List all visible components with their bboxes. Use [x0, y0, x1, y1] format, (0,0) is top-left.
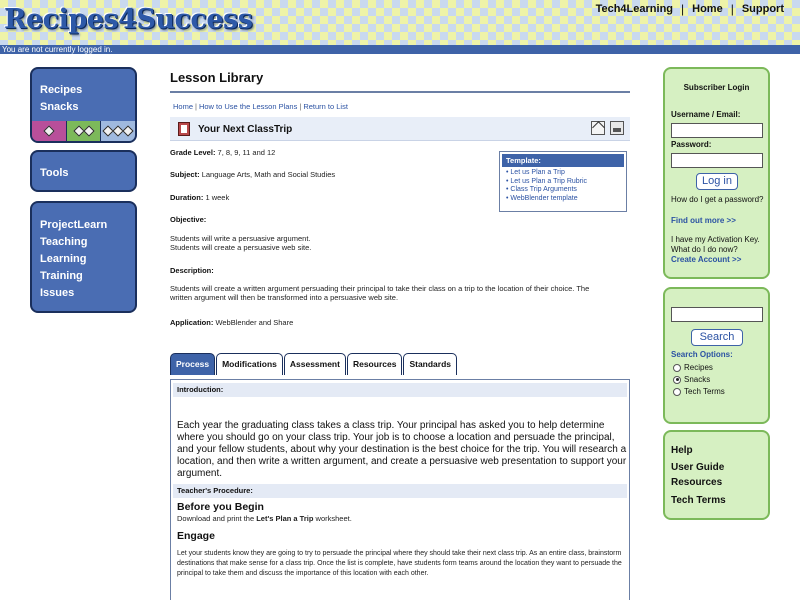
- username-input[interactable]: [671, 123, 763, 138]
- login-button[interactable]: Log in: [696, 173, 738, 190]
- diamond-tab-2[interactable]: [67, 121, 102, 141]
- diamond-tab-1[interactable]: [32, 121, 67, 141]
- nav-teaching-link[interactable]: Teaching: [40, 236, 88, 248]
- description-text-line-2: written argument will then be transformed into a persuasive web site.: [170, 293, 399, 302]
- introduction-text: Each year the graduating class takes a class trip. Your principal has asked you to help determine where you should go on your class trip. Your job is to choose a location and persuade the principal, and your fellow students, about why your destination is the best choice for the trip. You will research a location, and then write a written argument, and create a persuasive web presentation to support your argument.: [177, 420, 627, 479]
- page-title: Lesson Library: [170, 70, 264, 85]
- breadcrumb-separator: |: [299, 102, 302, 111]
- subject-value: Language Arts, Math and Social Studies: [201, 170, 336, 179]
- search-input[interactable]: [671, 307, 763, 322]
- objective-item: Students will create a persuasive web site.: [170, 243, 312, 252]
- radio-label: Recipes: [684, 363, 713, 372]
- nav-tools-link[interactable]: Tools: [40, 167, 69, 179]
- introduction-heading: Introduction:: [173, 383, 627, 397]
- title-divider: [170, 91, 630, 93]
- nav-snacks-link[interactable]: Snacks: [40, 101, 79, 113]
- main-content: [170, 70, 630, 600]
- duration-field: [170, 193, 229, 202]
- subject-label: Subject:: [170, 170, 200, 179]
- breadcrumb-home-link[interactable]: Home: [173, 102, 194, 111]
- resources-link[interactable]: Resources: [671, 477, 723, 488]
- radio-label: Tech Terms: [684, 387, 725, 396]
- lesson-name: Your Next ClassTrip: [198, 124, 293, 135]
- nav-projectlearn-link[interactable]: ProjectLearn: [40, 219, 108, 231]
- left-nav-group-recipes: [30, 67, 137, 143]
- tech-terms-link[interactable]: Tech Terms: [671, 495, 726, 506]
- top-nav: [588, 2, 792, 16]
- template-link-label[interactable]: WebBlender template: [510, 194, 578, 202]
- breadcrumb-separator: |: [195, 102, 197, 111]
- grade-level-field: [170, 148, 275, 157]
- template-link[interactable]: • Class Trip Arguments: [506, 186, 577, 193]
- application-label: Application:: [170, 318, 214, 327]
- search-box: [663, 287, 770, 424]
- objective-label: Objective:: [170, 215, 207, 224]
- radio-button[interactable]: [673, 364, 681, 372]
- tab-standards[interactable]: Standards: [403, 353, 457, 375]
- tab-resources[interactable]: Resources: [347, 353, 402, 375]
- radio-tech-terms[interactable]: [673, 387, 725, 396]
- diamond-icon: [43, 125, 54, 136]
- tab-modifications[interactable]: Modifications: [216, 353, 283, 375]
- nav-separator: |: [681, 2, 685, 16]
- search-button[interactable]: Search: [691, 329, 743, 346]
- radio-snacks[interactable]: [673, 375, 710, 384]
- before-you-begin-heading: Before you Begin: [177, 501, 264, 513]
- template-box: [499, 151, 627, 212]
- grade-label: Grade Level:: [170, 148, 216, 157]
- print-icon[interactable]: [610, 121, 624, 135]
- tab-process[interactable]: Process: [170, 353, 215, 375]
- username-label: Username / Email:: [671, 110, 741, 119]
- template-link[interactable]: • Let us Plan a Trip: [506, 169, 565, 176]
- diamond-icon: [123, 125, 134, 136]
- nav-separator: |: [730, 2, 734, 16]
- nav-training-link[interactable]: Training: [40, 270, 83, 282]
- objective-item: Students will write a persuasive argument.: [170, 234, 311, 243]
- before-suffix: worksheet.: [313, 514, 352, 523]
- subject-field: [170, 170, 335, 179]
- nav-home-link[interactable]: Home: [692, 3, 723, 15]
- duration-value: 1 week: [205, 193, 230, 202]
- radio-button-selected[interactable]: [673, 376, 681, 384]
- password-label: Password:: [671, 140, 712, 149]
- application-field: [170, 318, 293, 327]
- radio-recipes[interactable]: [673, 363, 713, 372]
- diamond-icon: [83, 125, 94, 136]
- duration-label: Duration:: [170, 193, 204, 202]
- nav-recipes-link[interactable]: Recipes: [40, 84, 83, 96]
- site-header: [0, 0, 800, 45]
- login-status-bar: You are not currently logged in.: [0, 45, 800, 54]
- worksheet-name: Let's Plan a Trip: [256, 514, 314, 523]
- help-link[interactable]: Help: [671, 445, 693, 456]
- create-account-link[interactable]: Create Account >>: [671, 255, 742, 264]
- site-logo[interactable]: Recipes4Success: [4, 4, 253, 35]
- diamond-tab-3[interactable]: [101, 121, 135, 141]
- engage-heading: Engage: [177, 530, 215, 542]
- description-heading: [170, 266, 214, 275]
- nav-issues-link[interactable]: Issues: [40, 287, 75, 299]
- left-nav-group-tools: [30, 150, 137, 192]
- template-list: [500, 169, 626, 203]
- engage-text: Let your students know they are going to try to persuade the principal where they should take their next class trip. As an entire class, brainstorm destinations that make sense for a class trip. Once the list is complete, have students form teams around the location they want to persuade the principal to take them and discuss the importance of this location with each other.: [177, 550, 622, 577]
- breadcrumb-howto-link[interactable]: How to Use the Lesson Plans: [198, 102, 298, 111]
- radio-button[interactable]: [673, 388, 681, 396]
- subscriber-login-box: [663, 67, 770, 279]
- template-link[interactable]: • WebBlender template: [506, 194, 578, 202]
- application-value: WebBlender and Share: [215, 318, 294, 327]
- objective-heading: [170, 215, 206, 224]
- user-guide-link[interactable]: User Guide: [671, 462, 725, 473]
- description-label: Description:: [170, 266, 214, 275]
- template-link-label[interactable]: Let us Plan a Trip Rubric: [510, 177, 588, 185]
- nav-color-tabs: [32, 121, 135, 141]
- help-links-box: [663, 430, 770, 520]
- template-link-label[interactable]: Class Trip Arguments: [510, 186, 577, 193]
- nav-tech4learning-link[interactable]: Tech4Learning: [595, 3, 674, 15]
- tab-assessment[interactable]: Assessment: [284, 353, 346, 375]
- login-title: Subscriber Login: [683, 83, 750, 92]
- grade-value: 7, 8, 9, 11 and 12: [217, 148, 276, 157]
- teacher-procedure-heading: Teacher's Procedure:: [173, 484, 627, 498]
- home-icon[interactable]: [591, 121, 605, 135]
- template-link-label[interactable]: Let us Plan a Trip: [510, 169, 565, 176]
- left-nav-group-projectlearn: [30, 201, 137, 313]
- password-input[interactable]: [671, 153, 763, 168]
- book-icon: [178, 122, 190, 136]
- radio-label: Snacks: [684, 375, 711, 384]
- before-you-begin-text: [177, 514, 352, 523]
- search-options-label: Search Options:: [671, 350, 733, 359]
- breadcrumb: [173, 102, 348, 111]
- password-help-text: How do I get a password?: [671, 195, 764, 204]
- before-prefix: Download and print the: [177, 514, 257, 523]
- activation-key-text: I have my Activation Key. What do I do now?: [671, 235, 760, 254]
- nav-support-link[interactable]: Support: [741, 3, 784, 15]
- breadcrumb-return-link[interactable]: Return to List: [303, 102, 348, 111]
- description-text-line-1: Students will create a written argument persuading their principal to take their class on a trip to the location of their choice. The: [170, 284, 590, 293]
- lesson-tabs: [170, 353, 458, 375]
- template-link[interactable]: • Let us Plan a Trip Rubric: [506, 177, 588, 185]
- template-title: Template:: [502, 154, 624, 167]
- lesson-header-bar: [170, 117, 630, 141]
- nav-learning-link[interactable]: Learning: [40, 253, 87, 265]
- find-out-more-link[interactable]: Find out more >>: [671, 216, 736, 225]
- process-content-panel[interactable]: [170, 379, 630, 600]
